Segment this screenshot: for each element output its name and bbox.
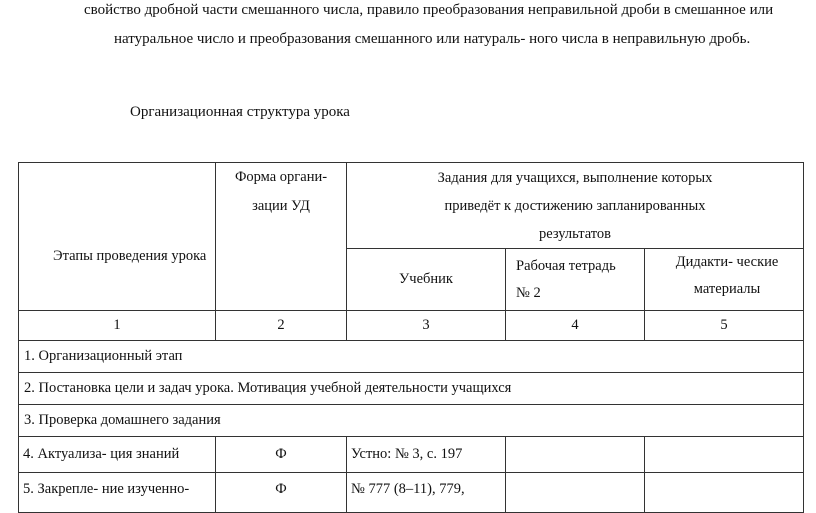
lesson-structure-table bbox=[18, 162, 804, 513]
textbook-cell: Устно: № 3, с. 197 bbox=[347, 437, 506, 473]
header-didactic: Дидакти- ческие материалы bbox=[645, 249, 804, 311]
col-number-1: 1 bbox=[19, 311, 216, 341]
didactic-cell bbox=[645, 473, 804, 513]
form-cell: Ф bbox=[216, 473, 347, 513]
col-number-4: 4 bbox=[506, 311, 645, 341]
header-workbook: Рабочая тетрадь № 2 bbox=[506, 249, 645, 311]
header-textbook: Учебник bbox=[347, 249, 506, 311]
table-row bbox=[19, 405, 804, 437]
table-row bbox=[19, 473, 804, 513]
header-stages: Этапы проведения урока bbox=[19, 163, 216, 311]
stage-organizational: 1. Организационный этап bbox=[19, 341, 804, 373]
col-number-3: 3 bbox=[347, 311, 506, 341]
textbook-cell: № 777 (8–11), 779, bbox=[347, 473, 506, 513]
form-cell: Ф bbox=[216, 437, 347, 473]
section-title: Организационная структура урока bbox=[130, 104, 350, 120]
header-tasks: Задания для учащихся, выполнение которых приведёт к достижению запланированных результатов bbox=[347, 163, 804, 249]
intro-line-1: свойство дробной части смешанного числа, правило преобразования неправильной дроби в смешанное или bbox=[84, 2, 774, 18]
header-form: Форма органи- зации УД bbox=[216, 163, 347, 311]
intro-line-2: натуральное число и преобразования смешанного или натураль- ного числа в неправильную дробь. bbox=[114, 31, 751, 47]
didactic-cell bbox=[645, 437, 804, 473]
stage-homework-check: 3. Проверка домашнего задания bbox=[19, 405, 804, 437]
stage-goal-setting: 2. Постановка цели и задач урока. Мотивация учебной деятельности учащихся bbox=[19, 373, 804, 405]
workbook-cell bbox=[506, 473, 645, 513]
header-row-1 bbox=[19, 163, 804, 249]
table-row bbox=[19, 341, 804, 373]
stage-consolidation: 5. Закрепле- ние изученно- bbox=[19, 473, 216, 513]
numbers-row bbox=[19, 311, 804, 341]
table-row bbox=[19, 373, 804, 405]
col-number-2: 2 bbox=[216, 311, 347, 341]
table-row bbox=[19, 437, 804, 473]
col-number-5: 5 bbox=[645, 311, 804, 341]
stage-actualization: 4. Актуализа- ция знаний bbox=[19, 437, 216, 473]
workbook-cell bbox=[506, 437, 645, 473]
